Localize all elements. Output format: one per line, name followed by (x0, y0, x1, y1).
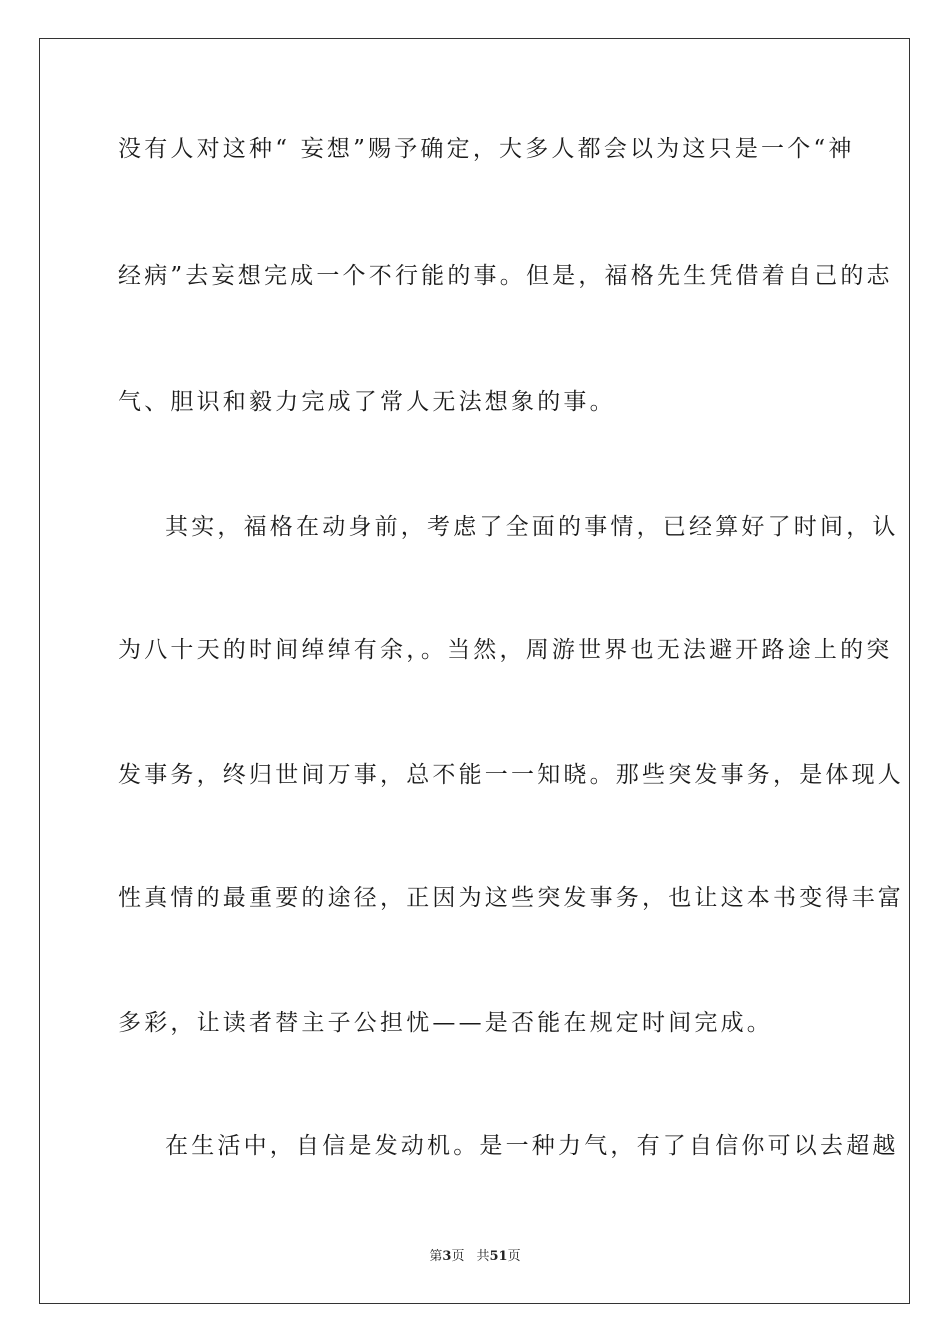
paragraph-line: 没有人对这种“ 妄想”赐予确定，大多人都会以为这只是一个“神 (118, 136, 855, 162)
paragraph-line: 性真情的最重要的途径，正因为这些突发事务，也让这本书变得丰富 (118, 885, 904, 911)
paragraph-line: 气、胆识和毅力完成了常人无法想象的事。 (118, 389, 616, 415)
paragraph-line: 经病”去妄想完成一个不行能的事。但是，福格先生凭借着自己的志 (118, 263, 893, 289)
page-border (39, 38, 910, 1304)
paragraph-line: 发事务，终归世间万事，总不能一一知晓。那些突发事务，是体现人 (118, 762, 904, 788)
page-suffix: 页 (451, 1249, 465, 1264)
paragraph-line: 在生活中，自信是发动机。是一种力气，有了自信你可以去超越 (165, 1133, 899, 1159)
page-footer (0, 1248, 950, 1266)
paragraph-line: 其实，福格在动身前，考虑了全面的事情，已经算好了时间，认 (165, 514, 899, 540)
total-pages: 51 (489, 1249, 508, 1264)
paragraph-line: 多彩，让读者替主子公担忧——是否能在规定时间完成。 (118, 1010, 773, 1036)
total-prefix: 共 (476, 1249, 490, 1264)
page-prefix: 第 (429, 1249, 443, 1264)
page-number: 3 (442, 1249, 452, 1264)
total-suffix: 页 (507, 1249, 521, 1264)
paragraph-line: 为八十天的时间绰绰有余，。当然，周游世界也无法避开路途上的突 (118, 637, 893, 663)
